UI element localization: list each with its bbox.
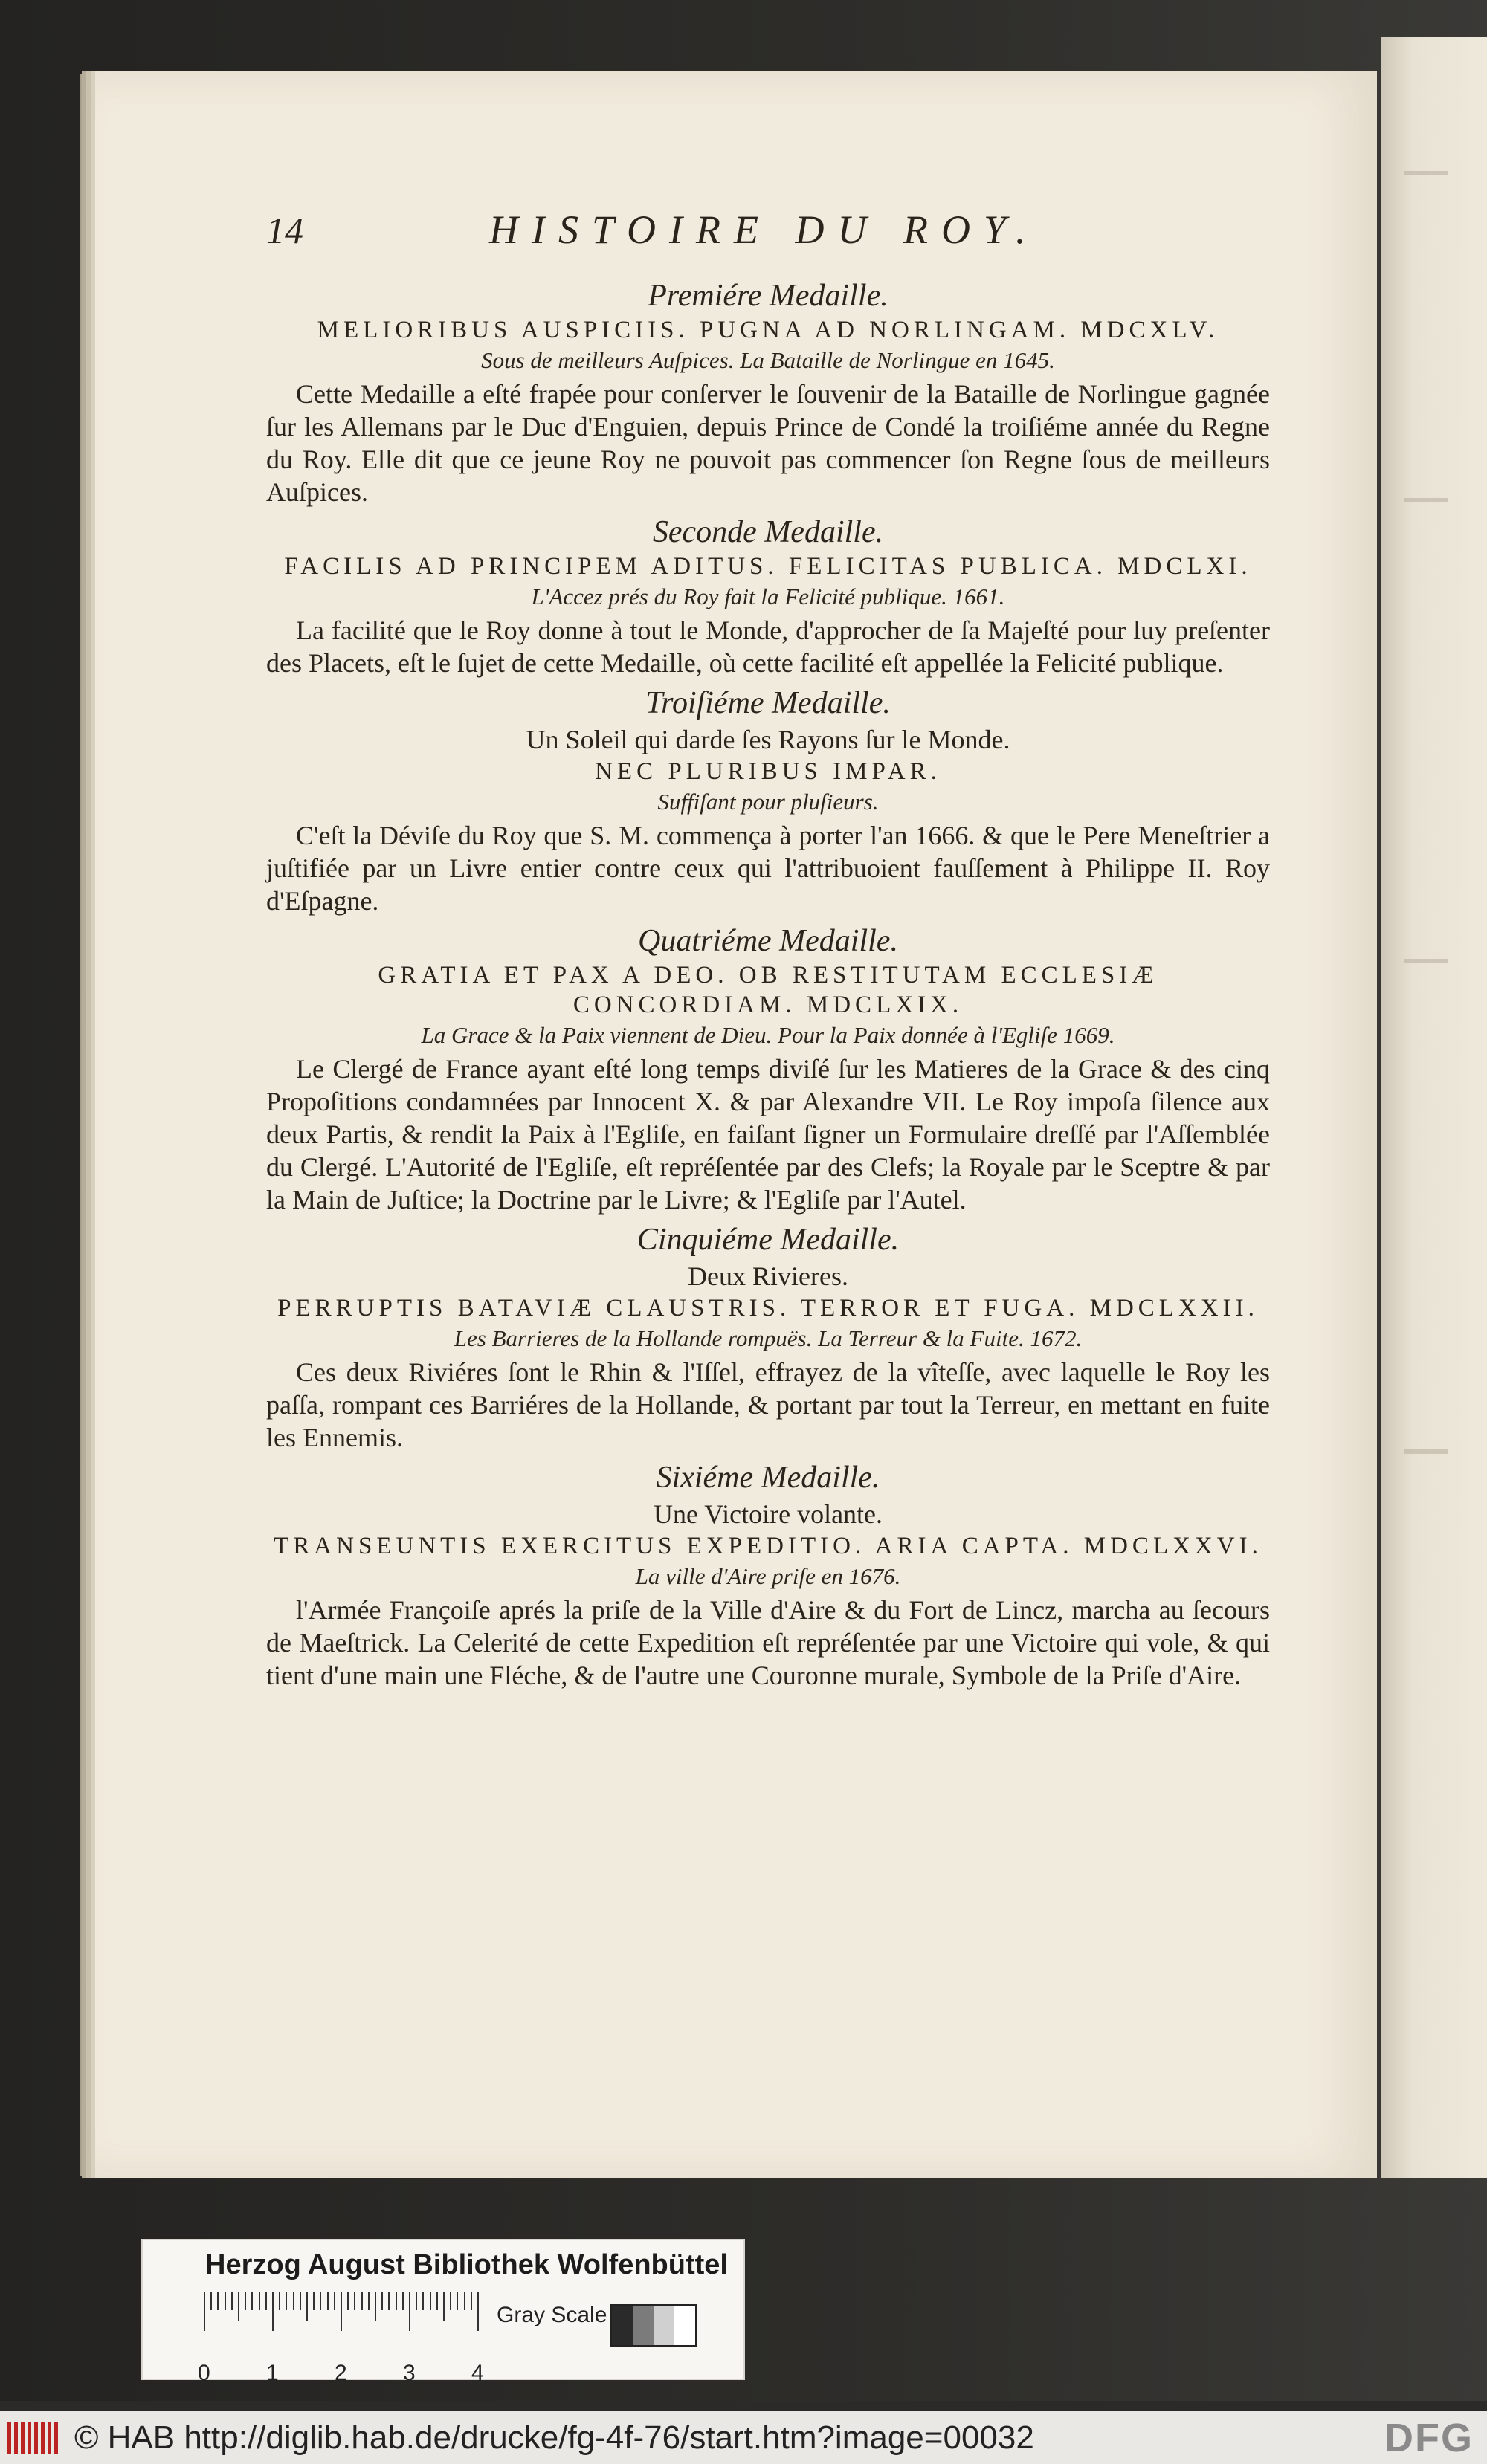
medal-title: Premiére Medaille. — [648, 279, 888, 313]
library-name: Herzog August Bibliothek Wolfenbüttel — [205, 2249, 728, 2280]
ruler-number: 0 — [198, 2361, 210, 2385]
ruler-tick — [286, 2292, 287, 2310]
medal-title: Seconde Medaille. — [652, 515, 884, 549]
medal-description: C'eſt la Déviſe du Roy que S. M. commença à porter l'an 1666. & que le Pere Meneſtrier a juſtifiée par un Livre entier contre ceux qui l'attribuoient fauſſement à Philippe II. Roy d'Eſpagne. — [266, 821, 1270, 916]
ruler-tick — [368, 2292, 370, 2310]
medal-title: Cinquiéme Medaille. — [636, 1223, 900, 1257]
medal-translation: Suffiſant pour pluſieurs. — [657, 789, 879, 815]
ruler-tick — [464, 2292, 465, 2310]
ruler-number: 1 — [266, 2361, 279, 2385]
ruler-tick — [361, 2292, 363, 2310]
medal-legend: GRATIA ET PAX A DEO. OB RESTITUTAM ECCLESIÆ CONCORDIAM. MDCLXIX. — [378, 962, 1158, 1018]
medal-translation: La ville d'Aire priſe en 1676. — [635, 1563, 901, 1589]
ruler-tick — [436, 2292, 438, 2310]
running-title: HISTOIRE DU ROY. — [489, 207, 1039, 252]
ruler-tick — [210, 2292, 212, 2310]
ruler-tick — [450, 2292, 451, 2310]
gray-swatch — [674, 2306, 695, 2345]
ruler-tick — [396, 2292, 397, 2310]
gray-swatch — [654, 2306, 674, 2345]
page-stack-edge — [80, 74, 95, 2176]
medal-legend: FACILIS AD PRINCIPEM ADITUS. FELICITAS PUBLICA. MDCLXI. — [284, 553, 1252, 580]
ruler-tick — [430, 2292, 431, 2310]
gray-swatch — [612, 2306, 633, 2345]
medal-translation: L'Accez prés du Roy fait la Felicité publique. 1661. — [531, 583, 1005, 609]
ruler-tick — [245, 2292, 246, 2310]
medal-section — [266, 513, 1270, 679]
medal-description: Cette Medaille a eſté frapée pour conſerver le ſouvenir de la Bataille de Norlingue gagnée ſur les Allemans par le Duc d'Enguien, depuis Prince de Condé la troiſiéme année du Regne du Roy. Elle dit que ce jeune Roy ne pouvoit pas commencer ſon Regne ſous de meilleurs Auſpices. — [266, 379, 1270, 507]
facing-page-edge — [1381, 37, 1487, 2178]
medal-translation: Sous de meilleurs Auſpices. La Bataille de Norlingue en 1645. — [481, 347, 1055, 373]
ruler-tick — [409, 2292, 410, 2331]
medal-legend: MELIORIBUS AUSPICIIS. PUGNA AD NORLINGAM. MDCXLV. — [317, 317, 1219, 343]
page-number: 14 — [266, 210, 303, 251]
ruler-tick — [327, 2292, 329, 2310]
ruler-tick — [313, 2292, 315, 2310]
medal-description: Le Clergé de France ayant eſté long temps diviſé ſur les Matieres de la Grace & des cinq Propoſitions condamnées par Innocent X. & par Alexandre VII. Le Roy impoſa ſilence aux deux Partis, & rendit la Paix à l'Egliſe, en faiſant ſigner un Formulaire dreſſé par l'Aſſemblée du Clergé. L'Autorité de l'Egliſe, eſt repréſentée par des Clefs; la Royale par le Sceptre & par la Main de Juſtice; la Doctrine par le Livre; & l'Egliſe par l'Autel. — [266, 1054, 1270, 1215]
ruler-tick — [279, 2292, 280, 2310]
medal-section — [266, 1458, 1270, 1692]
ruler-tick — [231, 2292, 233, 2310]
medal-translation: Les Barrieres de la Hollande rompuës. La Terreur & la Fuite. 1672. — [454, 1325, 1083, 1351]
ruler-tick — [238, 2292, 239, 2321]
dfg-logo: DFG — [1384, 2415, 1474, 2460]
ruler-tick — [347, 2292, 349, 2310]
gray-swatch — [633, 2306, 654, 2345]
medal-description: Ces deux Riviéres ſont le Rhin & l'Iſſel, effrayez de la vîteſſe, avec laquelle le Roy les paſſa, rompant ces Barriéres de la Hollande, & portant par tout la Terreur, en mettant en fuite les Ennemis. — [266, 1357, 1270, 1452]
ruler-tick — [272, 2292, 274, 2331]
ruler-tick — [334, 2292, 335, 2310]
ruler-tick — [225, 2292, 226, 2310]
ruler-tick — [422, 2292, 424, 2310]
gray-scale-swatches — [610, 2304, 697, 2347]
ruler-tick — [293, 2292, 294, 2310]
source-url[interactable]: © HAB http://diglib.hab.de/drucke/fg-4f-76/start.htm?image=00032 — [74, 2419, 1034, 2456]
ruler-tick — [375, 2292, 376, 2321]
ruler-tick — [416, 2292, 417, 2310]
medal-section — [266, 922, 1270, 1216]
medal-title: Sixiéme Medaille. — [656, 1461, 880, 1495]
ruler-number: 4 — [471, 2361, 484, 2385]
medal-subtitle: Deux Rivieres. — [688, 1261, 848, 1291]
ruler-tick — [259, 2292, 260, 2310]
medal-legend: TRANSEUNTIS EXERCITUS EXPEDITIO. ARIA CAPTA. MDCLXXVI. — [274, 1533, 1262, 1559]
ruler-tick — [204, 2292, 205, 2331]
page-header — [266, 207, 1270, 274]
ruler-tick — [388, 2292, 390, 2310]
ruler-tick — [457, 2292, 458, 2310]
ruler-tick — [265, 2292, 267, 2310]
medal-legend: NEC PLURIBUS IMPAR. — [595, 758, 941, 785]
medal-subtitle: Un Soleil qui darde ſes Rayons ſur le Monde. — [526, 725, 1010, 754]
ruler-tick — [306, 2292, 308, 2321]
ruler-tick — [381, 2292, 383, 2310]
medal-section — [266, 1220, 1270, 1454]
medal-legend: PERRUPTIS BATAVIÆ CLAUSTRIS. TERROR ET FUGA. MDCLXXII. — [277, 1295, 1259, 1322]
ruler-tick — [300, 2292, 301, 2310]
medal-description: La facilité que le Roy donne à tout le Monde, d'approcher de ſa Majeſté pour luy preſenter des Placets, eſt le ſujet de cette Medaille, où cette facilité eſt appellée la Felicité publique. — [266, 615, 1270, 678]
medal-title: Quatriéme Medaille. — [638, 924, 898, 958]
ruler-tick — [251, 2292, 253, 2310]
ruler-number: 3 — [403, 2361, 416, 2385]
gray-scale-label: Gray Scale — [497, 2303, 607, 2327]
ruler-tick — [471, 2292, 472, 2310]
medal-subtitle: Une Victoire volante. — [653, 1499, 883, 1529]
ruler-tick — [443, 2292, 445, 2321]
page-text — [266, 207, 1270, 1696]
ruler-tick — [320, 2292, 321, 2310]
hab-logo-icon — [7, 2422, 59, 2454]
ruler-tick — [217, 2292, 219, 2310]
medal-section — [266, 684, 1270, 917]
ruler-number: 2 — [335, 2361, 347, 2385]
ruler-tick — [402, 2292, 404, 2310]
ruler-tick — [477, 2292, 479, 2331]
scale-ruler — [198, 2292, 484, 2385]
medal-section — [266, 277, 1270, 508]
medal-description: l'Armée Françoiſe aprés la priſe de la Ville d'Aire & du Fort de Lincz, marcha au ſecours de Maeſtrick. La Celerité de cette Expedition eſt repréſentée par une Victoire qui vole, & qui tient d'une main une Fléche, & de l'autre une Couronne murale, Symbole de la Priſe d'Aire. — [266, 1595, 1270, 1690]
library-scan-label — [141, 2239, 745, 2385]
footer-bar — [0, 2411, 1487, 2464]
ruler-tick — [354, 2292, 355, 2310]
ruler-tick — [341, 2292, 342, 2331]
medal-title: Troiſiéme Medaille. — [645, 686, 891, 720]
medal-translation: La Grace & la Paix viennent de Dieu. Pour la Paix donnée à l'Egliſe 1669. — [421, 1022, 1115, 1048]
